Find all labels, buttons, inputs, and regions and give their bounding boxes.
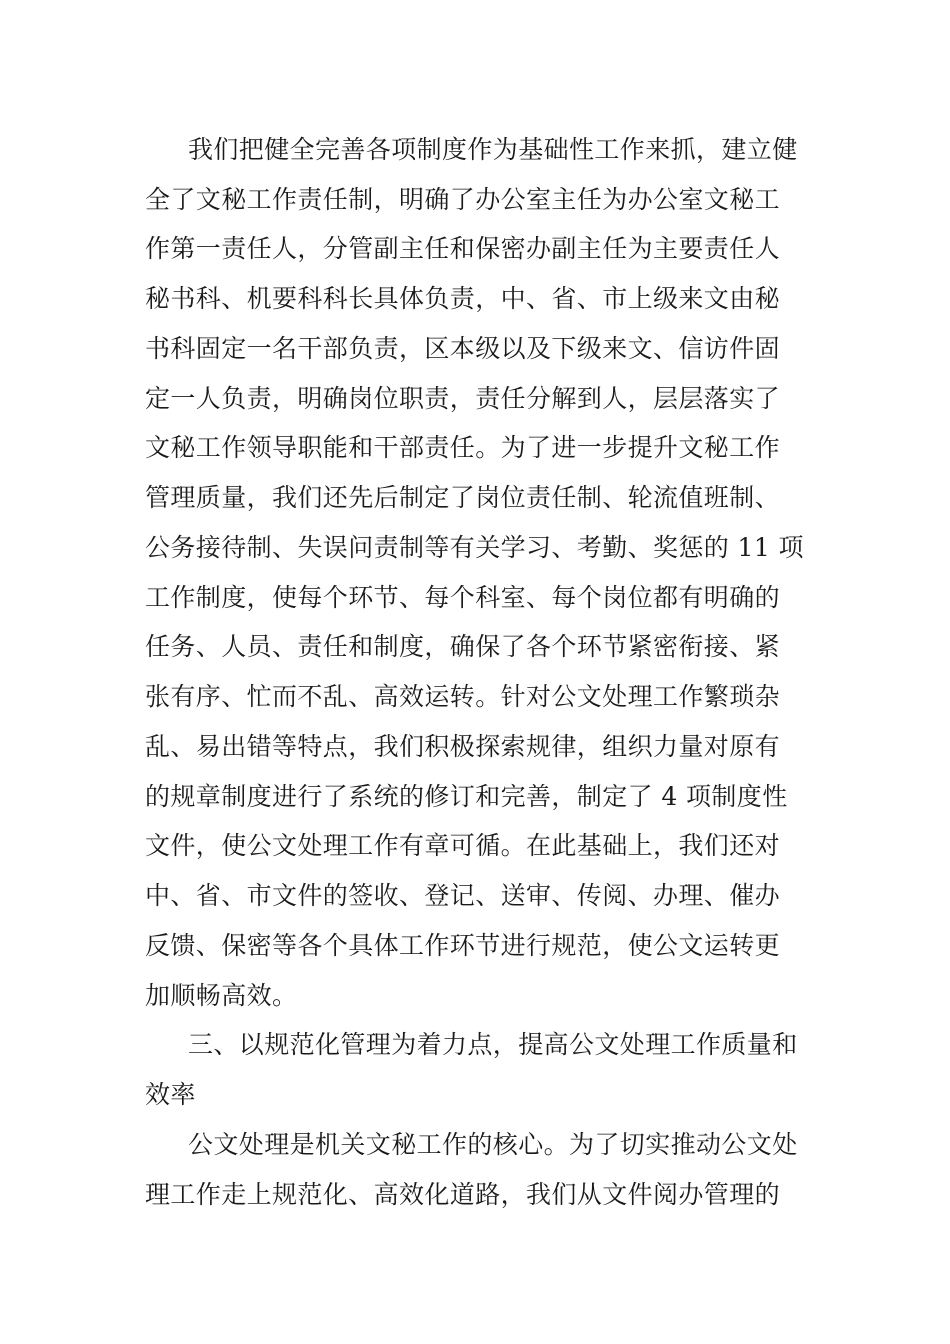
paragraph-line: 我们把健全完善各项制度作为基础性工作来抓，建立健 bbox=[188, 135, 798, 164]
section-heading-line: 三、以规范化管理为着力点，提高公文处理工作质量和 bbox=[188, 1030, 798, 1059]
paragraph-line: 工作制度，使每个环节、每个科室、每个岗位都有明确的 bbox=[145, 583, 781, 612]
paragraph-line: 乱、易出错等特点，我们积极探索规律，组织力量对原有 bbox=[145, 732, 781, 761]
paragraph-line: 书科固定一名干部负责，区本级以及下级来文、信访件固 bbox=[145, 334, 781, 363]
paragraph-line: 秘书科、机要科科长具体负责，中、省、市上级来文由秘 bbox=[145, 284, 781, 313]
paragraph-line: 文件，使公文处理工作有章可循。在此基础上，我们还对 bbox=[145, 831, 781, 860]
paragraph-line: 公务接待制、失误问责制等有关学习、考勤、奖惩的 11 项 bbox=[145, 533, 804, 562]
section-heading-line: 效率 bbox=[145, 1080, 196, 1109]
paragraph-line: 公文处理是机关文秘工作的核心。为了切实推动公文处 bbox=[188, 1130, 798, 1159]
paragraph-line: 张有序、忙而不乱、高效运转。针对公文处理工作繁琐杂 bbox=[145, 682, 781, 711]
paragraph-line: 文秘工作领导职能和干部责任。为了进一步提升文秘工作 bbox=[145, 433, 781, 462]
paragraph-line: 管理质量，我们还先后制定了岗位责任制、轮流值班制、 bbox=[145, 483, 781, 512]
paragraph-line: 中、省、市文件的签收、登记、送审、传阅、办理、催办 bbox=[145, 881, 781, 910]
paragraph-line: 加顺畅高效。 bbox=[145, 981, 298, 1010]
paragraph-line: 的规章制度进行了系统的修订和完善，制定了 4 项制度性 bbox=[145, 782, 788, 811]
paragraph-line: 定一人负责，明确岗位职责，责任分解到人，层层落实了 bbox=[145, 384, 781, 413]
paragraph-line: 反馈、保密等各个具体工作环节进行规范，使公文运转更 bbox=[145, 931, 781, 960]
paragraph-line: 任务、人员、责任和制度，确保了各个环节紧密衔接、紧 bbox=[145, 632, 781, 661]
paragraph-line: 理工作走上规范化、高效化道路，我们从文件阅办管理的 bbox=[145, 1180, 781, 1209]
paragraph-line: 全了文秘工作责任制，明确了办公室主任为办公室文秘工 bbox=[145, 185, 781, 214]
paragraph-line: 作第一责任人，分管副主任和保密办副主任为主要责任人 bbox=[145, 234, 781, 263]
